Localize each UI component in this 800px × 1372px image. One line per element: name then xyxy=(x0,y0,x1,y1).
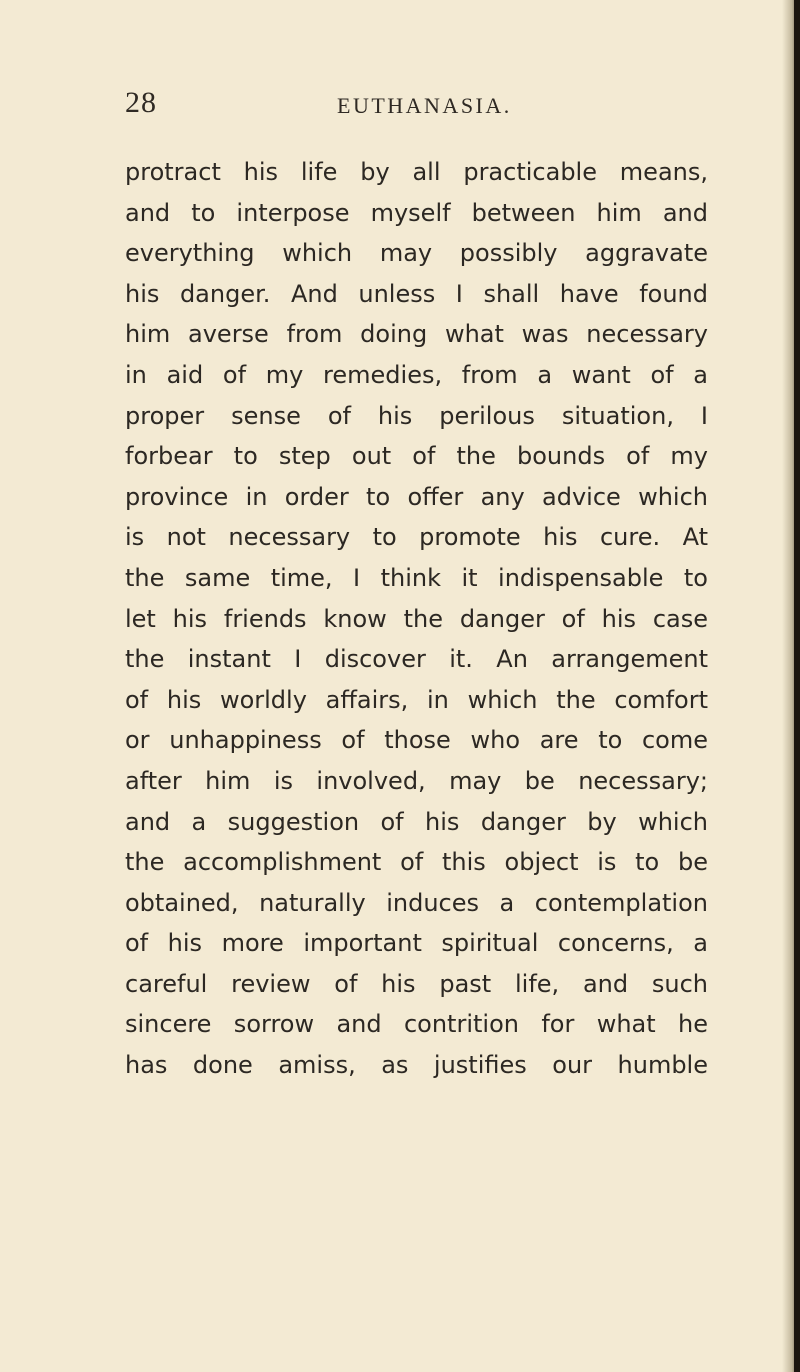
text-line: and to interpose myself between him and xyxy=(125,198,708,227)
text-line: his danger. And unless I shall have found xyxy=(125,279,708,308)
text-line: or unhappiness of those who are to come xyxy=(125,726,708,755)
text-line: of his worldly affairs, in which the comfort xyxy=(125,685,708,714)
body-text xyxy=(125,152,708,1086)
page-edge xyxy=(794,0,800,1372)
text-line: obtained, naturally induces a contemplation xyxy=(125,888,708,917)
text-line: proper sense of his perilous situation, I xyxy=(125,401,708,430)
running-title: EUTHANASIA. xyxy=(337,93,512,118)
text-line: and a suggestion of his danger by which xyxy=(125,807,708,836)
text-line: of his more important spiritual concerns, a xyxy=(125,929,708,958)
text-line: after him is involved, may be necessary; xyxy=(125,766,708,795)
text-line: province in order to offer any advice which xyxy=(125,482,708,511)
text-line: let his friends know the danger of his case xyxy=(125,604,708,633)
text-line: protract his life by all practicable means, xyxy=(125,158,708,186)
text-line: the accomplishment of this object is to be xyxy=(125,848,708,877)
text-line: in aid of my remedies, from a want of a xyxy=(125,360,708,389)
text-line: the same time, I think it indispensable to xyxy=(125,563,708,592)
text-line: him averse from doing what was necessary xyxy=(125,320,708,349)
text-line: forbear to step out of the bounds of my xyxy=(125,442,708,471)
text-line: has done amiss, as justifies our humble xyxy=(125,1051,708,1080)
text-line: is not necessary to promote his cure. At xyxy=(125,523,708,552)
text-line: sincere sorrow and contrition for what he xyxy=(125,1010,708,1039)
page-number: 28 xyxy=(125,86,157,119)
text-line: everything which may possibly aggravate xyxy=(125,239,708,268)
text-line: careful review of his past life, and such xyxy=(125,969,708,998)
text-line: the instant I discover it. An arrangement xyxy=(125,645,708,674)
